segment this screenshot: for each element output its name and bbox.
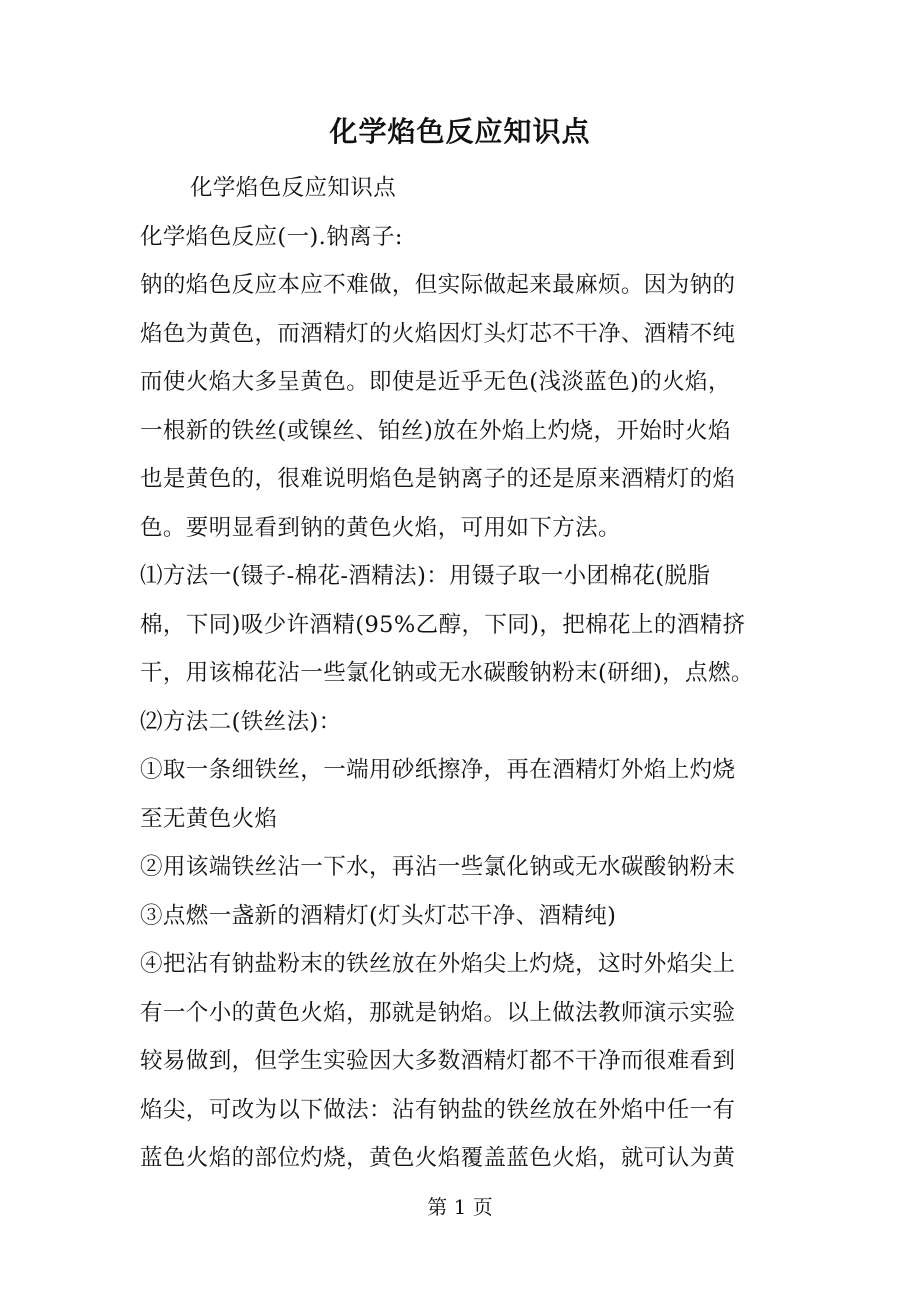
body-line: 一根新的铁丝(或镍丝、铂丝)放在外焰上灼烧，开始时火焰	[140, 417, 731, 444]
document-body	[140, 164, 785, 1183]
body-line: ④把沾有钠盐粉末的铁丝放在外焰尖上灼烧，这时外焰尖上	[140, 951, 736, 977]
body-line: 至无黄色火焰	[140, 805, 278, 832]
body-line: 棉，下同)吸少许酒精(95%乙醇，下同)，把棉花上的酒精挤	[140, 611, 746, 638]
body-line: 较易做到，但学生实验因大多数酒精灯都不干净而很难看到	[140, 1048, 736, 1074]
body-line: ⑵方法二(铁丝法)：	[140, 708, 342, 735]
body-line: 焰色为黄色，而酒精灯的火焰因灯头灯芯不干净、酒精不纯	[140, 320, 736, 347]
body-line: ⑴方法一(镊子-棉花-酒精法)：用镊子取一小团棉花(脱脂	[140, 563, 711, 589]
section-heading: 化学焰色反应(一).钠离子:	[140, 223, 403, 250]
body-line: ①取一条细铁丝，一端用砂纸擦净，再在酒精灯外焰上灼烧	[140, 757, 736, 783]
body-line: 色。要明显看到钠的黄色火焰，可用如下方法。	[140, 514, 621, 541]
body-line: 干，用该棉花沾一些氯化钠或无水碳酸钠粉末(研细)，点燃。	[140, 660, 754, 686]
body-line: 也是黄色的，很难说明焰色是钠离子的还是原来酒精灯的焰	[140, 466, 736, 492]
body-line: 焰尖，可改为以下做法：沾有钠盐的铁丝放在外焰中任一有	[140, 1096, 736, 1123]
body-line: 蓝色火焰的部位灼烧，黄色火焰覆盖蓝色火焰，就可认为黄	[140, 1145, 736, 1171]
body-line: 钠的焰色反应本应不难做，但实际做起来最麻烦。因为钠的	[140, 272, 736, 298]
body-line: 而使火焰大多呈黄色。即使是近乎无色(浅淡蓝色)的火焰，	[140, 369, 731, 395]
body-line: ②用该端铁丝沾一下水，再沾一些氯化钠或无水碳酸钠粉末	[140, 854, 736, 880]
body-line: 有一个小的黄色火焰，那就是钠焰。以上做法教师演示实验	[140, 999, 736, 1026]
page-number: 第 1 页	[427, 1195, 493, 1219]
subtitle-line: 化学焰色反应知识点	[190, 175, 397, 201]
body-line: ③点燃一盏新的酒精灯(灯头灯芯干净、酒精纯)	[140, 902, 617, 929]
document-title: 化学焰色反应知识点	[329, 115, 591, 148]
